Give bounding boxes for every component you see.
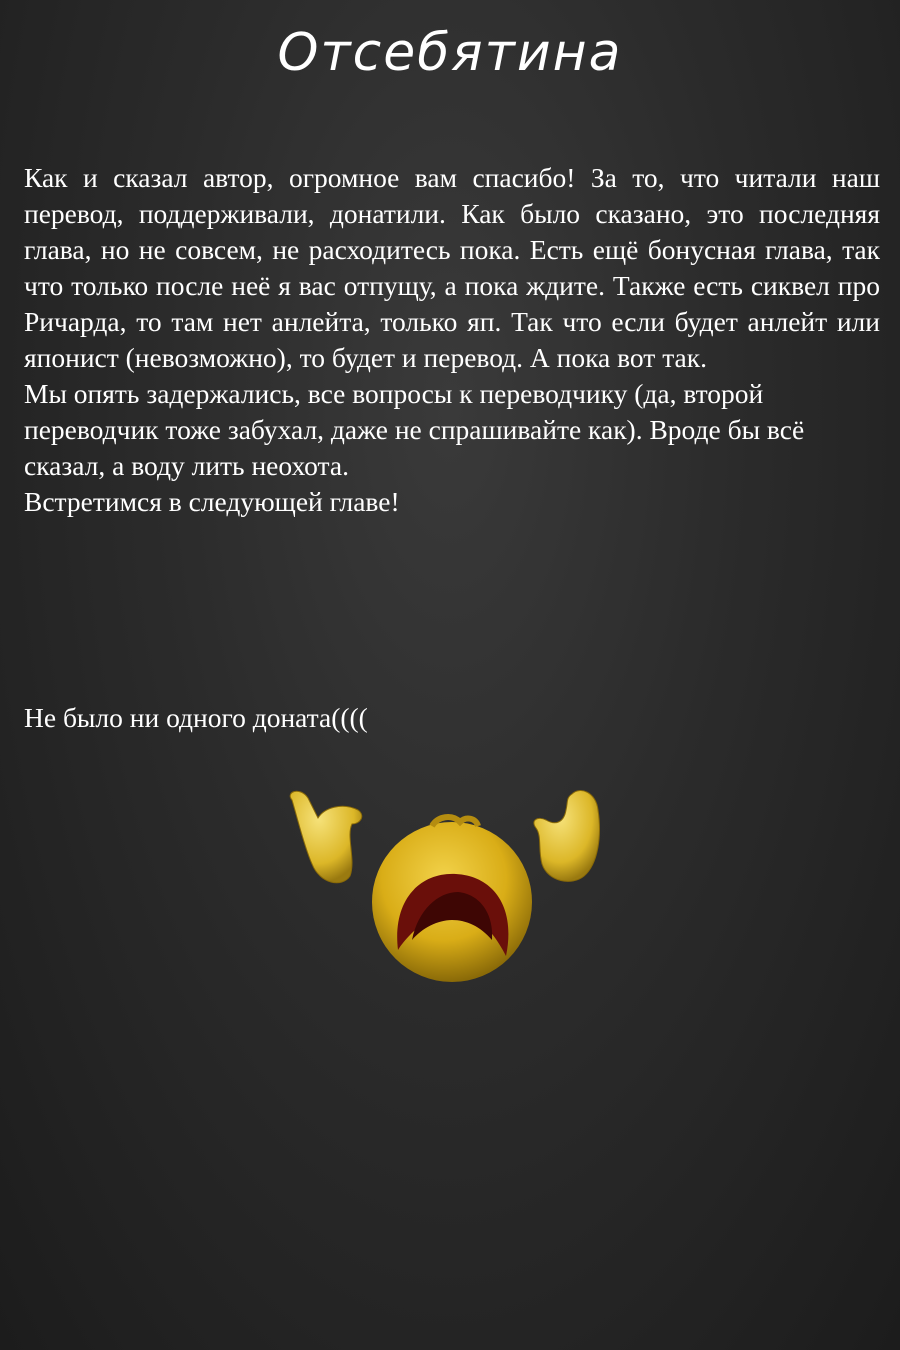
left-hand [290, 791, 362, 883]
translator-note [24, 160, 880, 520]
paragraph-delay: Мы опять задержались, все вопросы к переводчику (да, второй переводчик тоже забухал, даже не спрашивайте как). Вроде бы всё сказал, а воду лить неохота. [24, 378, 805, 481]
page-title: Отсебятина [277, 23, 623, 83]
right-hand [534, 791, 600, 882]
crying-emoji-icon [280, 780, 610, 990]
donation-note: Не было ни одного доната(((( [24, 702, 368, 733]
paragraph-main: Как и сказал автор, огромное вам спасибо! За то, что читали наш перевод, поддерживали, донатили. Как было сказано, это последняя глава, но не совсем, не расходитесь пока. Есть ещё бонусная глава, так что только после неё я вас отпущу, а пока ждите. Также есть сиквел про Ричарда, то там нет анлейта, только яп. Так что если будет анлейт или японист (невозможно), то будет и перевод. А пока вот так. [24, 162, 880, 373]
paragraph-farewell: Встретимся в следующей главе! [24, 486, 400, 517]
